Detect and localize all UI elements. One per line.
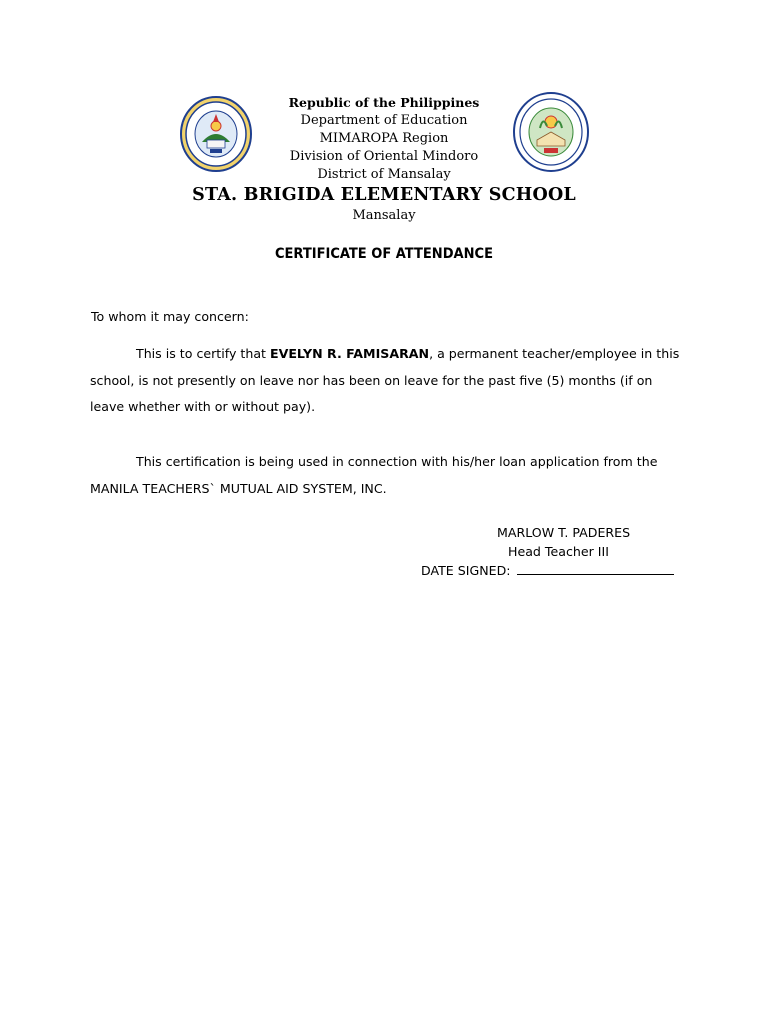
- para2-text: This certification is being used in connection with his/her loan application from the MANILA TEACHERS` MUTUAL AID SYSTEM, INC.: [90, 454, 658, 496]
- purpose-paragraph: [90, 449, 690, 502]
- signatory-position: Head Teacher III: [508, 544, 609, 559]
- certificate-title: CERTIFICATE OF ATTENDANCE: [274, 246, 494, 262]
- sta-brigida-school-seal-icon: [513, 92, 589, 172]
- teacher-name: EVELYN R. FAMISARAN: [269, 346, 430, 361]
- date-signed-label: DATE SIGNED:: [421, 563, 511, 578]
- republic-line: Republic of the Philippines: [288, 95, 480, 110]
- school-town: Mansalay: [352, 208, 416, 223]
- salutation: To whom it may concern:: [91, 309, 249, 324]
- division-line: Division of Oriental Mindoro: [289, 149, 479, 164]
- para1-intro: This is to certify that: [136, 346, 270, 361]
- para1-rest: , a permanent teacher/employee in this school, is not presently on leave nor has been on leave for the past five (5) months (if on leave whether with or without pay).: [90, 346, 680, 414]
- department-line: Department of Education: [300, 113, 468, 128]
- district-line: District of Mansalay: [317, 167, 451, 182]
- region-line: MIMAROPA Region: [319, 131, 449, 146]
- signatory-name: MARLOW T. PADERES: [497, 525, 631, 540]
- date-signed-row: [421, 562, 674, 578]
- letterhead: [234, 94, 534, 184]
- date-signed-blank: [517, 562, 674, 575]
- school-name: STA. BRIGIDA ELEMENTARY SCHOOL: [192, 185, 576, 205]
- certification-paragraph: [90, 341, 690, 421]
